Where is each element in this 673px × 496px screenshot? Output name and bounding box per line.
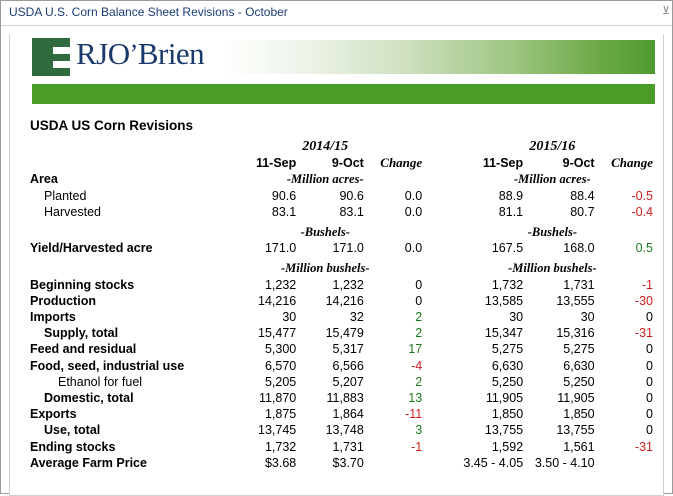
- table-row: [24, 309, 653, 325]
- section-label-area: Area: [30, 172, 58, 187]
- row-average-farm-price-y2-oct: 3.50 - 4.10: [534, 455, 595, 470]
- row-label-domestic-total: Domestic, total: [44, 391, 134, 406]
- row-average-farm-price-y1-oct: $3.70: [332, 455, 364, 470]
- row-production-y2-oct: 13,555: [556, 293, 595, 308]
- row-supply-total-y2-oct: 15,316: [556, 326, 595, 341]
- logo-notch-bottom: [53, 61, 70, 68]
- bushels-units-row: [24, 224, 653, 240]
- year-header-row: [24, 139, 653, 155]
- logo-row: [18, 34, 655, 82]
- row-feed-residual-y1-change: 17: [408, 342, 423, 357]
- row-domestic-total-y2-oct: 11,905: [557, 391, 595, 406]
- year-header-2015-16: 2015/16: [529, 139, 576, 154]
- row-food-seed-industrial-y1-sep: 6,570: [264, 358, 297, 373]
- row-yield-y1-change: 0.0: [404, 241, 423, 256]
- row-exports-y1-oct: 1,864: [332, 407, 364, 422]
- row-ethanol-y2-oct: 5,250: [563, 374, 595, 389]
- row-use-total-y2-change: 0: [646, 423, 653, 438]
- row-supply-total-y1-sep: 15,477: [258, 326, 297, 341]
- row-ending-stocks-y1-oct: 1,731: [332, 439, 364, 454]
- unit-milbushels-y1: -Million bushels-: [280, 261, 370, 276]
- row-harvested-y1-sep: 83.1: [271, 204, 297, 219]
- row-exports-y2-change: 0: [646, 407, 653, 422]
- row-label-supply-total: Supply, total: [44, 326, 119, 341]
- table-row: [24, 325, 653, 341]
- row-yield-y2-sep: 167.5: [491, 241, 524, 256]
- row-food-seed-industrial-y2-oct: 6,630: [563, 358, 595, 373]
- row-beginning-stocks-y2-sep: 1,732: [491, 277, 524, 292]
- row-label-use-total: Use, total: [44, 423, 101, 438]
- milbushels-units-gap: [422, 260, 452, 276]
- row-gap: [422, 240, 452, 256]
- logo-word-rjo: RJO: [76, 36, 130, 71]
- window-title: USDA U.S. Corn Balance Sheet Revisions - October: [9, 5, 288, 19]
- row-beginning-stocks-y2-change: -1: [641, 277, 653, 292]
- row-ending-stocks-y2-oct: 1,561: [563, 439, 595, 454]
- row-gap: [422, 277, 452, 293]
- table-row: [24, 422, 653, 438]
- row-ethanol-y2-change: 0: [646, 374, 653, 389]
- table-row: [24, 188, 653, 204]
- logo-apostrophe: ’: [129, 39, 138, 68]
- row-production-y2-change: -30: [634, 293, 653, 308]
- unit-milbushels-y2: -Million bushels-: [508, 261, 597, 276]
- row-imports-y1-sep: 30: [282, 310, 297, 325]
- unit-bushels-y2: -Bushels-: [527, 225, 578, 240]
- row-label-beginning-stocks: Beginning stocks: [30, 277, 135, 292]
- row-supply-total-y2-change: -31: [634, 326, 653, 341]
- row-planted-y2-change: -0.5: [631, 188, 653, 203]
- row-label-average-farm-price: Average Farm Price: [30, 455, 147, 470]
- row-gap: [422, 204, 452, 220]
- banner-gradient: [223, 40, 655, 74]
- row-use-total-y1-change: 3: [415, 423, 423, 438]
- row-ethanol-y2-sep: 5,250: [491, 374, 524, 389]
- row-average-farm-price-y1-sep: $3.68: [264, 455, 297, 470]
- row-feed-residual-y2-sep: 5,275: [491, 342, 524, 357]
- row-production-y1-sep: 14,216: [258, 293, 297, 308]
- row-imports-y2-sep: 30: [509, 310, 524, 325]
- row-label-exports: Exports: [30, 407, 77, 422]
- document-panel: [9, 34, 664, 496]
- row-planted-y1-sep: 90.6: [271, 188, 297, 203]
- row-domestic-total-y2-change: 0: [646, 391, 653, 406]
- row-use-total-y2-oct: 13,755: [556, 423, 595, 438]
- row-domestic-total-y1-sep: 11,870: [258, 391, 297, 406]
- row-planted-y1-change: 0.0: [404, 188, 423, 203]
- year-header-2014-15: 2014/15: [302, 139, 349, 154]
- row-beginning-stocks-y1-oct: 1,232: [332, 277, 364, 292]
- row-production-y2-sep: 13,585: [484, 293, 524, 308]
- row-feed-residual-y1-oct: 5,317: [332, 342, 364, 357]
- col-header-y1-sep: 11-Sep: [255, 156, 297, 171]
- row-yield-y1-oct: 171.0: [332, 241, 364, 256]
- row-gap: [422, 406, 452, 422]
- row-gap: [422, 422, 452, 438]
- row-average-farm-price-y1-change: [364, 455, 422, 471]
- row-planted-y2-sep: 88.9: [498, 188, 524, 203]
- unit-acres-y1: -Million acres-: [286, 172, 364, 187]
- row-domestic-total-y1-change: 13: [408, 391, 423, 406]
- report-body: [10, 110, 663, 471]
- logo-notch-top: [53, 47, 70, 54]
- row-supply-total-y1-change: 2: [415, 326, 423, 341]
- logo-word-brien: Brien: [137, 36, 205, 71]
- row-supply-total-y1-oct: 15,479: [325, 326, 364, 341]
- table-row: [24, 341, 653, 357]
- row-imports-y2-oct: 30: [580, 310, 595, 325]
- table-row: [24, 439, 653, 455]
- row-food-seed-industrial-y1-oct: 6,566: [332, 358, 364, 373]
- year-header-blank: [24, 139, 228, 155]
- row-ethanol-y1-sep: 5,205: [264, 374, 297, 389]
- row-gap: [422, 293, 452, 309]
- col-header-y2-oct: 9-Oct: [562, 156, 595, 171]
- row-label-feed-residual: Feed and residual: [30, 342, 137, 357]
- row-harvested-y2-change: -0.4: [631, 204, 653, 219]
- window-corner-icon[interactable]: ⊻: [661, 5, 670, 17]
- row-gap: [422, 325, 452, 341]
- row-ending-stocks-y1-change: -1: [411, 439, 423, 454]
- logo-wordmark: [76, 36, 204, 72]
- unit-bushels-y1: -Bushels-: [300, 225, 350, 240]
- row-yield-y2-change: 0.5: [635, 241, 653, 256]
- row-production-y1-change: 0: [415, 293, 423, 308]
- table-row: [24, 293, 653, 309]
- row-gap: [422, 439, 452, 455]
- row-label-production: Production: [30, 293, 96, 308]
- unit-acres-y2: -Million acres-: [513, 172, 591, 187]
- revisions-table: [24, 139, 653, 471]
- table-row: [24, 406, 653, 422]
- table-row: [24, 240, 653, 256]
- col-header-y2-sep: 11-Sep: [482, 156, 524, 171]
- banner-green-bar: [32, 84, 655, 104]
- row-food-seed-industrial-y2-change: 0: [646, 358, 653, 373]
- row-ending-stocks-y1-sep: 1,732: [264, 439, 297, 454]
- row-imports-y1-oct: 32: [349, 310, 364, 325]
- table-row: [24, 390, 653, 406]
- row-feed-residual-y1-sep: 5,300: [264, 342, 297, 357]
- row-supply-total-y2-sep: 15,347: [484, 326, 524, 341]
- column-header-gap: [422, 155, 452, 171]
- milbushels-units-row: [24, 260, 653, 276]
- row-harvested-y2-oct: 80.7: [570, 204, 595, 219]
- row-imports-y2-change: 0: [646, 310, 653, 325]
- report-title: USDA US Corn Revisions: [30, 118, 194, 133]
- row-gap: [422, 188, 452, 204]
- row-use-total-y2-sep: 13,755: [484, 423, 524, 438]
- row-domestic-total-y2-sep: 11,905: [485, 391, 524, 406]
- row-label-food-seed-industrial: Food, seed, industrial use: [30, 358, 185, 373]
- row-label-imports: Imports: [30, 310, 76, 325]
- rjo-logo-icon: [32, 38, 70, 76]
- row-ending-stocks-y2-change: -31: [634, 439, 653, 454]
- row-exports-y2-sep: 1,850: [491, 407, 524, 422]
- row-label-ethanol: Ethanol for fuel: [58, 374, 143, 389]
- row-ethanol-y1-change: 2: [415, 374, 423, 389]
- table-row: [24, 455, 653, 471]
- area-units-gap: [422, 171, 452, 187]
- row-gap: [422, 390, 452, 406]
- row-gap: [422, 358, 452, 374]
- row-average-farm-price-y2-sep: 3.45 - 4.05: [463, 455, 524, 470]
- column-header-row: [24, 155, 653, 171]
- revisions-table-body: [24, 139, 653, 471]
- milbushels-units-blank: [24, 260, 228, 276]
- column-header-blank: [24, 155, 228, 171]
- row-gap: [422, 309, 452, 325]
- row-exports-y1-sep: 1,875: [264, 407, 297, 422]
- col-header-y1-oct: 9-Oct: [331, 156, 364, 171]
- row-harvested-y2-sep: 81.1: [498, 204, 524, 219]
- row-label-planted: Planted: [44, 188, 87, 203]
- year-header-gap: [422, 139, 452, 155]
- col-header-y2-change: Change: [611, 155, 653, 171]
- row-exports-y1-change: -11: [405, 407, 423, 422]
- row-gap: [422, 341, 452, 357]
- row-production-y1-oct: 14,216: [325, 293, 364, 308]
- row-beginning-stocks-y1-sep: 1,232: [264, 277, 297, 292]
- row-beginning-stocks-y2-oct: 1,731: [563, 277, 595, 292]
- row-yield-y2-oct: 168.0: [563, 241, 595, 256]
- bushels-units-blank: [24, 224, 228, 240]
- table-row: [24, 277, 653, 293]
- row-domestic-total-y1-oct: 11,883: [326, 391, 364, 406]
- row-food-seed-industrial-y1-change: -4: [411, 358, 423, 373]
- row-imports-y1-change: 2: [415, 310, 423, 325]
- col-header-y1-change: Change: [380, 155, 423, 171]
- row-label-yield: Yield/Harvested acre: [30, 241, 153, 256]
- table-row: [24, 358, 653, 374]
- row-harvested-y1-oct: 83.1: [339, 204, 364, 219]
- row-harvested-y1-change: 0.0: [404, 204, 423, 219]
- window-title-bar: [1, 1, 672, 26]
- row-food-seed-industrial-y2-sep: 6,630: [491, 358, 524, 373]
- row-yield-y1-sep: 171.0: [264, 241, 297, 256]
- row-use-total-y1-oct: 13,748: [325, 423, 364, 438]
- bushels-units-gap: [422, 224, 452, 240]
- row-label-harvested: Harvested: [44, 204, 101, 219]
- row-feed-residual-y2-change: 0: [646, 342, 653, 357]
- table-row: [24, 374, 653, 390]
- table-row: [24, 204, 653, 220]
- row-label-ending-stocks: Ending stocks: [30, 439, 116, 454]
- row-gap: [422, 455, 452, 471]
- area-units-row: [24, 171, 653, 187]
- row-ethanol-y1-oct: 5,207: [332, 374, 364, 389]
- row-ending-stocks-y2-sep: 1,592: [491, 439, 524, 454]
- row-use-total-y1-sep: 13,745: [258, 423, 297, 438]
- row-planted-y2-oct: 88.4: [570, 188, 595, 203]
- row-average-farm-price-y2-change: [595, 455, 653, 471]
- row-beginning-stocks-y1-change: 0: [415, 277, 423, 292]
- brand-banner: [18, 34, 655, 110]
- row-exports-y2-oct: 1,850: [563, 407, 595, 422]
- row-feed-residual-y2-oct: 5,275: [563, 342, 595, 357]
- row-planted-y1-oct: 90.6: [339, 188, 364, 203]
- row-gap: [422, 374, 452, 390]
